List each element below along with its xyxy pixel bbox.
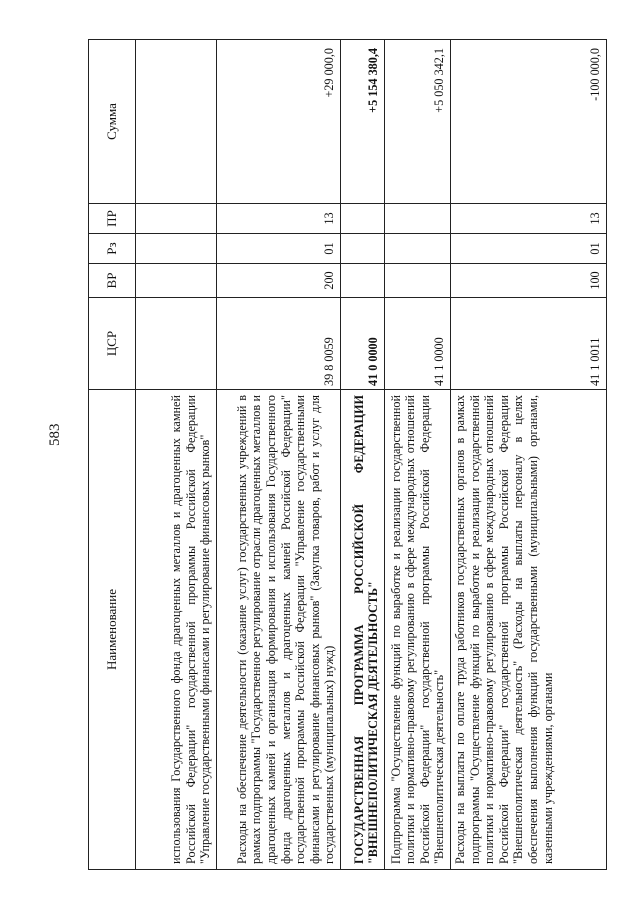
cell-csr: 41 0 0000 [341, 298, 385, 390]
page-number: 583 [47, 423, 63, 446]
cell-vr: 100 [451, 264, 607, 298]
header-csr: ЦСР [89, 298, 136, 390]
cell-vr [136, 264, 217, 298]
cell-pr [385, 204, 451, 234]
cell-name: использования Государственного фонда драгоценных металлов и драгоценных камней Российской Федерации" государственной программы Российской Федерации "Управление государственными финансами и регулирование финансовых рынков" [136, 390, 217, 870]
cell-sum: +5 154 380,4 [341, 40, 385, 204]
cell-csr: 39 8 0059 [217, 298, 341, 390]
cell-pr: 13 [217, 204, 341, 234]
cell-csr [136, 298, 217, 390]
header-pr: ПР [89, 204, 136, 234]
table-row [385, 40, 451, 870]
cell-name: ГОСУДАРСТВЕННАЯ ПРОГРАММА РОССИЙСКОЙ ФЕДЕРАЦИИ "ВНЕШНЕПОЛИТИЧЕСКАЯ ДЕЯТЕЛЬНОСТЬ" [341, 390, 385, 870]
table-row [451, 40, 607, 870]
cell-pr [341, 204, 385, 234]
cell-pr [136, 204, 217, 234]
table-header-row [89, 40, 136, 870]
cell-rz: 01 [451, 234, 607, 264]
cell-name: Расходы на выплаты по оплате труда работников государственных органов в рамках подпрограммы "Осуществление функций по выработке и реализации государственной политики и нормативно-правовому регулированию в сфере международных отношений Российской Федерации" государственной программы Российской Федерации "Внешнеполитическая деятельность" (Расходы на выплаты персоналу в целях обеспечения выполнения функций государственными (муниципальными) органами, казенными учреждениями, органами [451, 390, 607, 870]
cell-rz [341, 234, 385, 264]
cell-sum: +29 000,0 [217, 40, 341, 204]
cell-rz: 01 [217, 234, 341, 264]
cell-sum: -100 000,0 [451, 40, 607, 204]
rotated-page [88, 40, 603, 870]
cell-rz [385, 234, 451, 264]
header-name: Наименование [89, 390, 136, 870]
header-rz: Рз [89, 234, 136, 264]
table-row [217, 40, 341, 870]
cell-name: Расходы на обеспечение деятельности (оказание услуг) государственных учреждений в рамках подпрограммы "Государственное регулирование отрасли драгоценных металлов и драгоценных камней и организация формирования и использования Государственного фонда драгоценных металлов и драгоценных камней Российской Федерации" государственной программы Российской Федерации "Управление государственными финансами и регулирование финансовых рынков" (Закупка товаров, работ и услуг для государственных (муниципальных) нужд) [217, 390, 341, 870]
cell-vr: 200 [217, 264, 341, 298]
cell-csr: 41 1 0000 [385, 298, 451, 390]
cell-pr: 13 [451, 204, 607, 234]
cell-name: Подпрограмма "Осуществление функций по выработке и реализации государственной политики и нормативно-правовому регулированию в сфере международных отношений Российской Федерации" государственной программы Российской Федерации "Внешнеполитическая деятельность" [385, 390, 451, 870]
cell-csr: 41 1 0011 [451, 298, 607, 390]
header-vr: ВР [89, 264, 136, 298]
table-row [136, 40, 217, 870]
cell-sum: +5 050 342,1 [385, 40, 451, 204]
cell-rz [136, 234, 217, 264]
cell-vr [341, 264, 385, 298]
cell-sum [136, 40, 217, 204]
cell-vr [385, 264, 451, 298]
budget-table [88, 39, 607, 870]
header-sum: Сумма [89, 40, 136, 204]
table-row [341, 40, 385, 870]
